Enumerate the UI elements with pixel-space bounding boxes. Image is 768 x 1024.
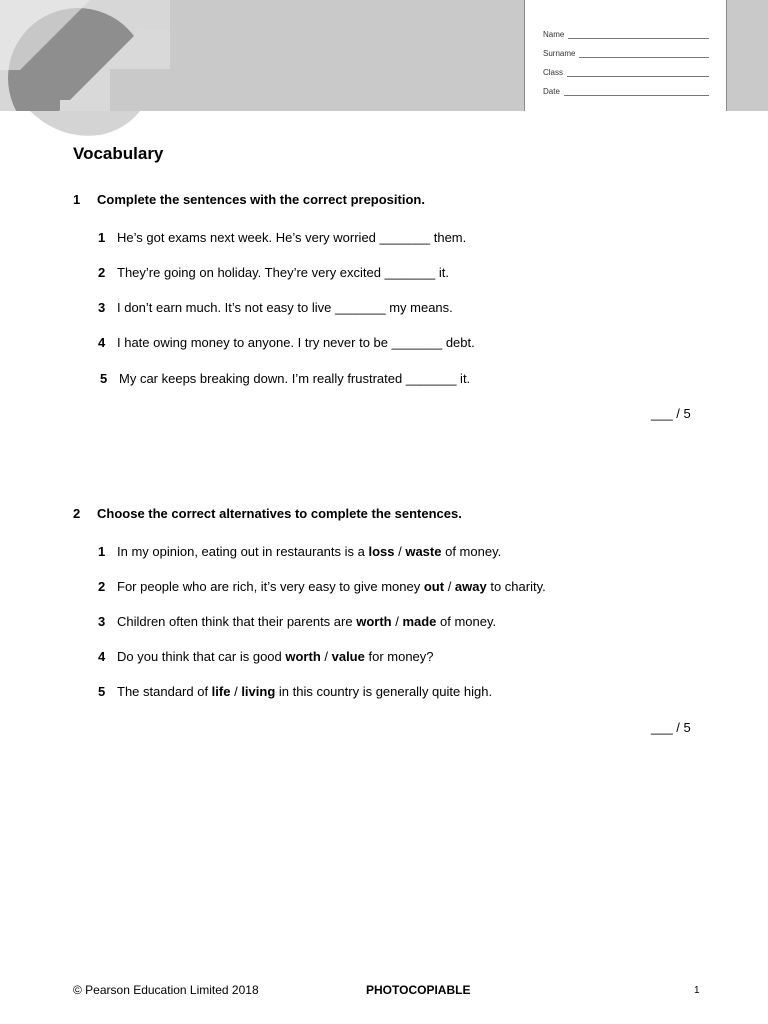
- option-choice[interactable]: living: [241, 684, 276, 699]
- exercise-2-heading: [73, 506, 462, 521]
- list-item: 4 I hate owing money to anyone. I try never to be _______ debt.: [98, 335, 475, 350]
- list-item: 1 He’s got exams next week. He’s very worried _______ them.: [98, 230, 467, 245]
- exercise-1-heading: [73, 192, 425, 207]
- page-number: 1: [694, 985, 700, 996]
- option-choice[interactable]: loss: [368, 544, 395, 559]
- list-item: 3 Children often think that their parents are worth / made of money.: [98, 614, 497, 629]
- exercise-number: 2: [73, 506, 81, 521]
- option-choice[interactable]: worth: [356, 614, 392, 629]
- option-choice[interactable]: away: [454, 579, 487, 594]
- surname-field[interactable]: Surname: [543, 46, 709, 58]
- photocopiable-label: PHOTOCOPIABLE: [366, 983, 471, 997]
- option-choice[interactable]: waste: [405, 544, 442, 559]
- list-item: 3 I don’t earn much. It’s not easy to live _______ my means.: [98, 300, 453, 315]
- exercise-instruction: Choose the correct alternatives to complete the sentences.: [97, 506, 462, 521]
- name-field[interactable]: Name: [543, 27, 709, 39]
- logo-g-tail-icon: [0, 0, 180, 140]
- option-choice[interactable]: out: [423, 579, 445, 594]
- exercise-instruction: Complete the sentences with the correct preposition.: [97, 192, 425, 207]
- copyright-text: © Pearson Education Limited 2018: [73, 983, 259, 997]
- list-item: 4 Do you think that car is good worth / value for money?: [98, 649, 434, 664]
- list-item: 2 For people who are rich, it’s very easy to give money out / away to charity.: [98, 579, 546, 594]
- section-title: Vocabulary: [73, 144, 164, 163]
- exercise-number: 1: [73, 192, 81, 207]
- option-choice[interactable]: life: [211, 684, 231, 699]
- option-choice[interactable]: worth: [285, 649, 321, 664]
- list-item: 1 In my opinion, eating out in restaurants is a loss / waste of money.: [98, 544, 502, 559]
- list-item: 5 My car keeps breaking down. I’m really frustrated _______ it.: [100, 371, 471, 386]
- option-choice[interactable]: value: [331, 649, 365, 664]
- score-field[interactable]: ___ / 5: [651, 720, 691, 735]
- score-field[interactable]: ___ / 5: [651, 406, 691, 421]
- option-choice[interactable]: made: [402, 614, 437, 629]
- student-info-box: [524, 0, 727, 111]
- class-field[interactable]: Class: [543, 65, 709, 77]
- list-item: 2 They’re going on holiday. They’re very excited _______ it.: [98, 265, 449, 280]
- list-item: 5 The standard of life / living in this country is generally quite high.: [98, 684, 493, 699]
- date-field[interactable]: Date: [543, 84, 709, 96]
